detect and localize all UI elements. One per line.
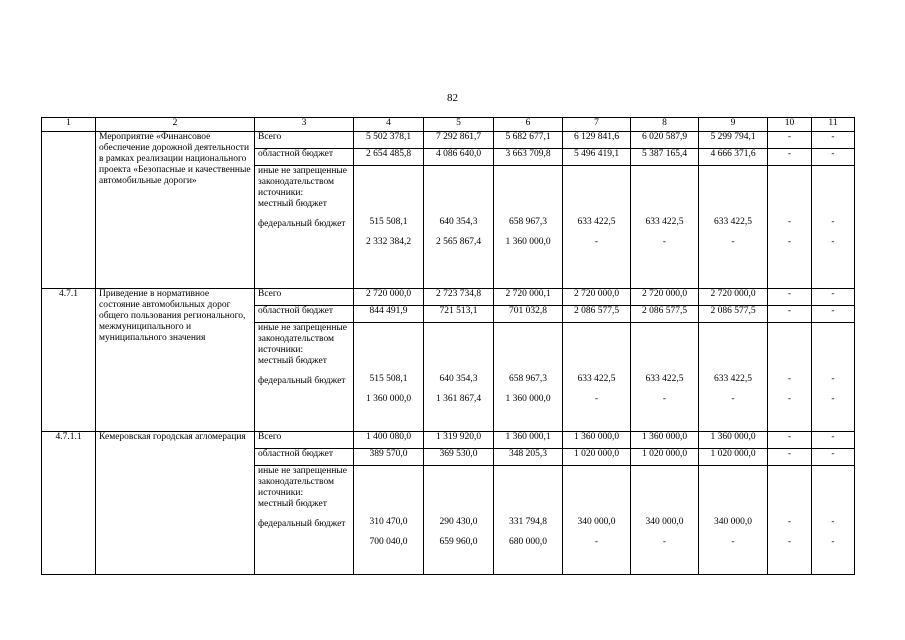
federal-budget-value: 680 000,0 <box>509 536 547 547</box>
value-cell <box>354 166 424 289</box>
value-cell: 2 720 000,0 <box>699 289 768 306</box>
value-cell <box>563 166 631 289</box>
value-cell <box>699 466 768 575</box>
local-budget-value: 640 354,3 <box>439 217 478 227</box>
value-cell <box>563 323 631 432</box>
federal-budget-value: 2 565 867,4 <box>435 236 482 247</box>
value-cell: 1 360 000,0 <box>699 432 768 449</box>
local-budget-value: 310 470,0 <box>369 517 408 527</box>
value-cell: 3 663 709,8 <box>494 149 563 166</box>
item-number: 4.7.1 <box>42 289 96 432</box>
federal-budget-label: федеральный бюджет <box>258 375 346 386</box>
value-cell: 6 020 587,9 <box>631 132 699 149</box>
value-cell <box>631 166 699 289</box>
other-sources-label: иные не запрещенные законодательством источники: <box>258 166 348 198</box>
value-cell: 844 491,9 <box>354 306 424 323</box>
value-cell: - <box>768 432 812 449</box>
federal-budget-value: - <box>731 393 735 404</box>
total-row <box>42 432 855 449</box>
total-row <box>42 289 855 306</box>
header-cell: 9 <box>699 118 768 132</box>
value-cell <box>812 166 855 289</box>
value-cell: 348 205,3 <box>494 449 563 466</box>
local-budget-value: - <box>831 517 835 527</box>
value-cell <box>494 466 563 575</box>
row-label: областной бюджет <box>255 449 354 466</box>
value-cell <box>354 466 424 575</box>
value-cell: 1 360 000,1 <box>494 432 563 449</box>
local-budget-value: 640 354,3 <box>439 374 478 384</box>
federal-budget-value: - <box>831 536 835 547</box>
federal-budget-value: - <box>662 536 667 547</box>
value-cell: 2 086 577,5 <box>631 306 699 323</box>
item-name: Мероприятие «Финансовое обеспечение дорожной деятельности в рамках реализации национального проекта «Безопасные и качественные автомобильные дороги» <box>96 132 255 289</box>
value-cell: 1 020 000,0 <box>563 449 631 466</box>
row-label: Всего <box>255 289 354 306</box>
value-cell: - <box>812 432 855 449</box>
header-cell: 3 <box>255 118 354 132</box>
value-cell: 389 570,0 <box>354 449 424 466</box>
federal-budget-value: 1 360 000,0 <box>365 393 412 404</box>
other-sources-labels <box>255 466 354 575</box>
value-cell <box>494 323 563 432</box>
local-budget-label: местный бюджет <box>258 198 327 209</box>
value-cell <box>424 323 494 432</box>
value-cell <box>494 166 563 289</box>
federal-budget-value: - <box>831 236 835 247</box>
header-cell: 5 <box>424 118 494 132</box>
value-cell <box>354 323 424 432</box>
header-cell: 4 <box>354 118 424 132</box>
value-cell: 2 086 577,5 <box>563 306 631 323</box>
local-budget-value: 340 000,0 <box>577 517 616 527</box>
other-sources-label: иные не запрещенные законодательством источники: <box>258 323 348 355</box>
item-name: Приведение в нормативное состояние автомобильных дорог общего пользования регионального, межмуниципального и муниципального значения <box>96 289 255 432</box>
value-cell: 2 086 577,5 <box>699 306 768 323</box>
header-cell: 2 <box>96 118 255 132</box>
value-cell: 2 654 485,8 <box>354 149 424 166</box>
federal-budget-value: 700 040,0 <box>369 536 408 547</box>
local-budget-value: 290 430,0 <box>439 517 478 527</box>
header-cell: 7 <box>563 118 631 132</box>
local-budget-value: 515 508,1 <box>369 374 408 384</box>
value-cell <box>768 323 812 432</box>
federal-budget-value: - <box>831 393 835 404</box>
federal-budget-value: 2 332 384,2 <box>365 236 412 247</box>
local-budget-value: 340 000,0 <box>645 517 684 527</box>
value-cell: 1 400 080,0 <box>354 432 424 449</box>
value-cell: 1 319 920,0 <box>424 432 494 449</box>
row-label: Всего <box>255 132 354 149</box>
value-cell: 2 720 000,0 <box>354 289 424 306</box>
federal-budget-value: - <box>787 236 792 247</box>
value-cell <box>424 466 494 575</box>
federal-budget-value: - <box>662 393 667 404</box>
value-cell: - <box>812 306 855 323</box>
value-cell: 1 360 000,0 <box>631 432 699 449</box>
local-budget-value: 658 967,3 <box>509 374 547 384</box>
header-cell: 11 <box>812 118 855 132</box>
header-cell: 10 <box>768 118 812 132</box>
header-cell: 8 <box>631 118 699 132</box>
federal-budget-value: - <box>731 536 735 547</box>
page-number: 82 <box>447 92 458 104</box>
value-cell: 5 299 794,1 <box>699 132 768 149</box>
value-cell: 2 723 734,8 <box>424 289 494 306</box>
value-cell <box>699 166 768 289</box>
header-row <box>42 118 855 132</box>
local-budget-value: 633 422,5 <box>577 374 616 384</box>
value-cell <box>699 323 768 432</box>
value-cell: 5 682 677,1 <box>494 132 563 149</box>
federal-budget-value: - <box>787 536 792 547</box>
local-budget-value: 633 422,5 <box>645 217 684 227</box>
budget-table <box>41 117 855 575</box>
item-name: Кемеровская городская агломерация <box>96 432 255 575</box>
federal-budget-value: - <box>594 236 599 247</box>
value-cell: 4 086 640,0 <box>424 149 494 166</box>
value-cell: - <box>768 449 812 466</box>
local-budget-label: местный бюджет <box>258 498 327 509</box>
local-budget-value: - <box>831 217 835 227</box>
value-cell <box>768 166 812 289</box>
value-cell <box>812 466 855 575</box>
federal-budget-value: 659 960,0 <box>439 536 478 547</box>
value-cell <box>631 323 699 432</box>
value-cell: - <box>768 132 812 149</box>
federal-budget-value: - <box>787 393 792 404</box>
value-cell: - <box>768 289 812 306</box>
local-budget-value: - <box>831 374 835 384</box>
value-cell: 721 513,1 <box>424 306 494 323</box>
local-budget-label: местный бюджет <box>258 355 327 366</box>
value-cell: 1 360 000,0 <box>563 432 631 449</box>
value-cell <box>424 166 494 289</box>
local-budget-value: 633 422,5 <box>577 217 616 227</box>
federal-budget-value: 1 360 000,0 <box>505 393 551 404</box>
header-cell: 1 <box>42 118 96 132</box>
value-cell: 7 292 861,7 <box>424 132 494 149</box>
value-cell: 4 666 371,6 <box>699 149 768 166</box>
total-row <box>42 132 855 149</box>
local-budget-value: 658 967,3 <box>509 217 547 227</box>
local-budget-value: - <box>787 217 792 227</box>
federal-budget-value: 1 360 000,0 <box>505 236 551 247</box>
value-cell <box>631 466 699 575</box>
local-budget-value: 340 000,0 <box>714 517 752 527</box>
value-cell: 5 387 165,4 <box>631 149 699 166</box>
local-budget-value: 633 422,5 <box>714 217 752 227</box>
header-cell: 6 <box>494 118 563 132</box>
value-cell <box>563 466 631 575</box>
value-cell: 701 032,8 <box>494 306 563 323</box>
value-cell: 1 020 000,0 <box>699 449 768 466</box>
item-number <box>42 132 96 289</box>
value-cell: 5 496 419,1 <box>563 149 631 166</box>
value-cell: - <box>812 132 855 149</box>
other-sources-labels <box>255 166 354 289</box>
local-budget-value: 633 422,5 <box>645 374 684 384</box>
value-cell: 2 720 000,0 <box>631 289 699 306</box>
value-cell: - <box>812 149 855 166</box>
value-cell: - <box>812 289 855 306</box>
federal-budget-value: - <box>594 536 599 547</box>
value-cell: 6 129 841,6 <box>563 132 631 149</box>
other-sources-labels <box>255 323 354 432</box>
value-cell: 2 720 000,0 <box>563 289 631 306</box>
row-label: областной бюджет <box>255 306 354 323</box>
local-budget-value: 515 508,1 <box>369 217 408 227</box>
local-budget-value: 633 422,5 <box>714 374 752 384</box>
value-cell: 1 020 000,0 <box>631 449 699 466</box>
value-cell: - <box>768 149 812 166</box>
value-cell: 2 720 000,1 <box>494 289 563 306</box>
local-budget-value: 331 794,8 <box>509 517 547 527</box>
local-budget-value: - <box>787 517 792 527</box>
local-budget-value: - <box>787 374 792 384</box>
value-cell: - <box>812 449 855 466</box>
federal-budget-value: 1 361 867,4 <box>435 393 482 404</box>
value-cell: 5 502 378,1 <box>354 132 424 149</box>
value-cell <box>768 466 812 575</box>
other-sources-label: иные не запрещенные законодательством источники: <box>258 466 348 498</box>
federal-budget-label: федеральный бюджет <box>258 518 346 529</box>
federal-budget-value: - <box>594 393 599 404</box>
value-cell: - <box>768 306 812 323</box>
item-number: 4.7.1.1 <box>42 432 96 575</box>
value-cell: 369 530,0 <box>424 449 494 466</box>
federal-budget-value: - <box>731 236 735 247</box>
value-cell <box>812 323 855 432</box>
row-label: Всего <box>255 432 354 449</box>
federal-budget-value: - <box>662 236 667 247</box>
federal-budget-label: федеральный бюджет <box>258 218 346 229</box>
row-label: областной бюджет <box>255 149 354 166</box>
